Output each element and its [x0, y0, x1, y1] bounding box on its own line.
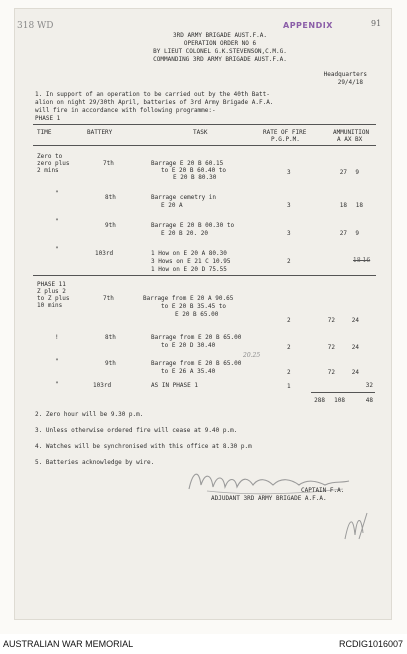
rate-cell: 2 [287, 317, 291, 324]
ammo-a-cell: 18 [339, 202, 347, 209]
task-cell: Barrage from E 20 B 65.00 [151, 360, 242, 367]
note-line: 2. Zero hour will be 9.30 p.m. [35, 411, 144, 418]
task-cell: 1 How on E 20 A 80.30 [151, 250, 227, 257]
col-ammo-subheader: A AX BX [337, 136, 363, 143]
totals-rule [311, 392, 375, 393]
table-rule [33, 275, 376, 276]
hq-date: 29/4/18 [337, 79, 363, 86]
task-cell: 1 How on E 20 D 75.55 [151, 266, 227, 273]
col-rate-header: RATE OF FIRE [263, 129, 307, 136]
table-rule [33, 145, 376, 146]
total-bx: 48 [365, 397, 373, 404]
time-cell: ! [55, 334, 59, 341]
footer-id: RCDIG1016007 [338, 639, 403, 649]
intro-line: will fire in accordance with following programme:- [35, 107, 216, 114]
time-cell: zero plus [37, 160, 70, 167]
task-cell: to E 20 B 35.45 to [161, 303, 227, 310]
intro-line: alion on night 29/30th April, batteries of 3rd Army Brigade A.F.A. [35, 99, 274, 106]
col-ammo-header: AMMUNITION [333, 129, 370, 136]
rate-cell: 1 [287, 383, 291, 390]
note-line: 4. Watches will be synchronised with this office at 8.30 p.m [35, 443, 252, 450]
phase2-label: Z plus 2 [37, 288, 66, 295]
ammo-ax-cell: 24 [351, 369, 359, 376]
ammo-bx-cell: 18 16 [353, 257, 371, 264]
ammo-ax-cell: 24 [351, 317, 359, 324]
time-cell: " [55, 358, 59, 365]
ammo-bx-cell: 32 [365, 382, 373, 389]
footer-credit: AUSTRALIAN WAR MEMORIAL [3, 639, 134, 649]
appendix-stamp: APPENDIX [283, 21, 333, 30]
col-time-header: TIME [37, 129, 52, 136]
phase2-label: PHASE 11 [37, 281, 66, 288]
ammo-ax-cell: 9 [355, 230, 359, 237]
page-number: 91 [371, 19, 382, 28]
ammo-a-cell: 27 [339, 169, 347, 176]
task-cell: AS IN PHASE 1 [151, 382, 198, 389]
note-line: 5. Batteries acknowledge by wire. [35, 459, 155, 466]
task-cell: Barrage cemetry in [151, 194, 217, 201]
ammo-ax-cell: 18 [355, 202, 363, 209]
task-cell: E 20 B 65.00 [175, 311, 219, 318]
time-cell: " [55, 190, 59, 197]
task-cell: Barrage from E 20 A 90.65 [143, 295, 234, 302]
phase2-label: to Z plus [37, 295, 70, 302]
time-cell: " [55, 246, 59, 253]
ammo-ax-cell: 9 [355, 169, 359, 176]
rate-cell: 3 [287, 230, 291, 237]
handwritten-ref: 318 WD [17, 21, 54, 31]
time-cell: " [55, 218, 59, 225]
task-cell: to E 20 B 60.40 to [161, 167, 227, 174]
phase1-label: PHASE 1 [35, 115, 61, 122]
rate-cell: 3 [287, 202, 291, 209]
battery-cell: 8th [105, 334, 116, 341]
phase2-label: 10 mins [37, 302, 63, 309]
col-task-header: TASK [193, 129, 208, 136]
heading-line: 3RD ARMY BRIGADE AUST.F.A. [173, 32, 267, 39]
total-a: 288 [314, 397, 325, 404]
note-line: 3. Unless otherwise ordered fire will cease at 9.40 p.m. [35, 427, 238, 434]
rate-cell: 2 [287, 369, 291, 376]
rate-cell: 3 [287, 169, 291, 176]
heading-line: OPERATION ORDER NO 6 [183, 40, 257, 47]
total-ax: 108 [334, 397, 345, 404]
battery-cell: 9th [105, 360, 116, 367]
task-cell: to E 20 D 30.40 [161, 342, 216, 349]
time-cell: 2 mins [37, 167, 59, 174]
table-rule [33, 124, 376, 125]
task-handwritten-note: 20.25 [243, 352, 261, 359]
task-cell: E 20 B 20. 20 [161, 230, 208, 237]
signature-rank: CAPTAIN F.A. [301, 487, 345, 494]
battery-cell: 7th [103, 160, 114, 167]
initials-scrawl [341, 509, 371, 547]
task-cell: Barrage E 20 B 60.15 [151, 160, 224, 167]
ammo-a-cell: 72 [327, 344, 335, 351]
heading-line: BY LIEUT COLONEL G.K.STEVENSON,C.M.G. [153, 48, 287, 55]
time-cell: Zero to [37, 153, 63, 160]
battery-cell: 8th [105, 194, 116, 201]
heading-line: COMMANDING 3RD ARMY BRIGADE AUST.F.A. [153, 56, 287, 63]
battery-cell: 9th [105, 222, 116, 229]
ammo-a-cell: 27 [339, 230, 347, 237]
time-cell: " [55, 381, 59, 388]
ammo-ax-cell: 24 [351, 344, 359, 351]
signature-title: ADJUDANT 3RD ARMY BRIGADE A.F.A. [211, 495, 327, 502]
col-battery-header: BATTERY [87, 129, 113, 136]
battery-cell: 103rd [93, 382, 112, 389]
ammo-a-cell: 72 [327, 369, 335, 376]
intro-line: 1. In support of an operation to be carried out by the 40th Batt- [35, 91, 270, 98]
task-cell: E 20 A [161, 202, 183, 209]
ammo-a-cell: 72 [327, 317, 335, 324]
battery-cell: 103rd [95, 250, 114, 257]
battery-cell: 7th [103, 295, 114, 302]
document-sheet [14, 8, 392, 620]
footer-bar [0, 634, 407, 654]
rate-cell: 2 [287, 344, 291, 351]
task-cell: Barrage E 20 B 00.30 to [151, 222, 235, 229]
task-cell: E 20 B 80.30 [173, 174, 217, 181]
task-cell: Barrage from E 20 B 65.00 [151, 334, 242, 341]
col-rate-subheader: P.G.P.M. [271, 136, 300, 143]
task-cell: to E 26 A 35.40 [161, 368, 216, 375]
task-cell: 3 Hows on E 21 C 10.95 [151, 258, 231, 265]
hq-place: Headquarters [323, 71, 367, 78]
rate-cell: 2 [287, 258, 291, 265]
